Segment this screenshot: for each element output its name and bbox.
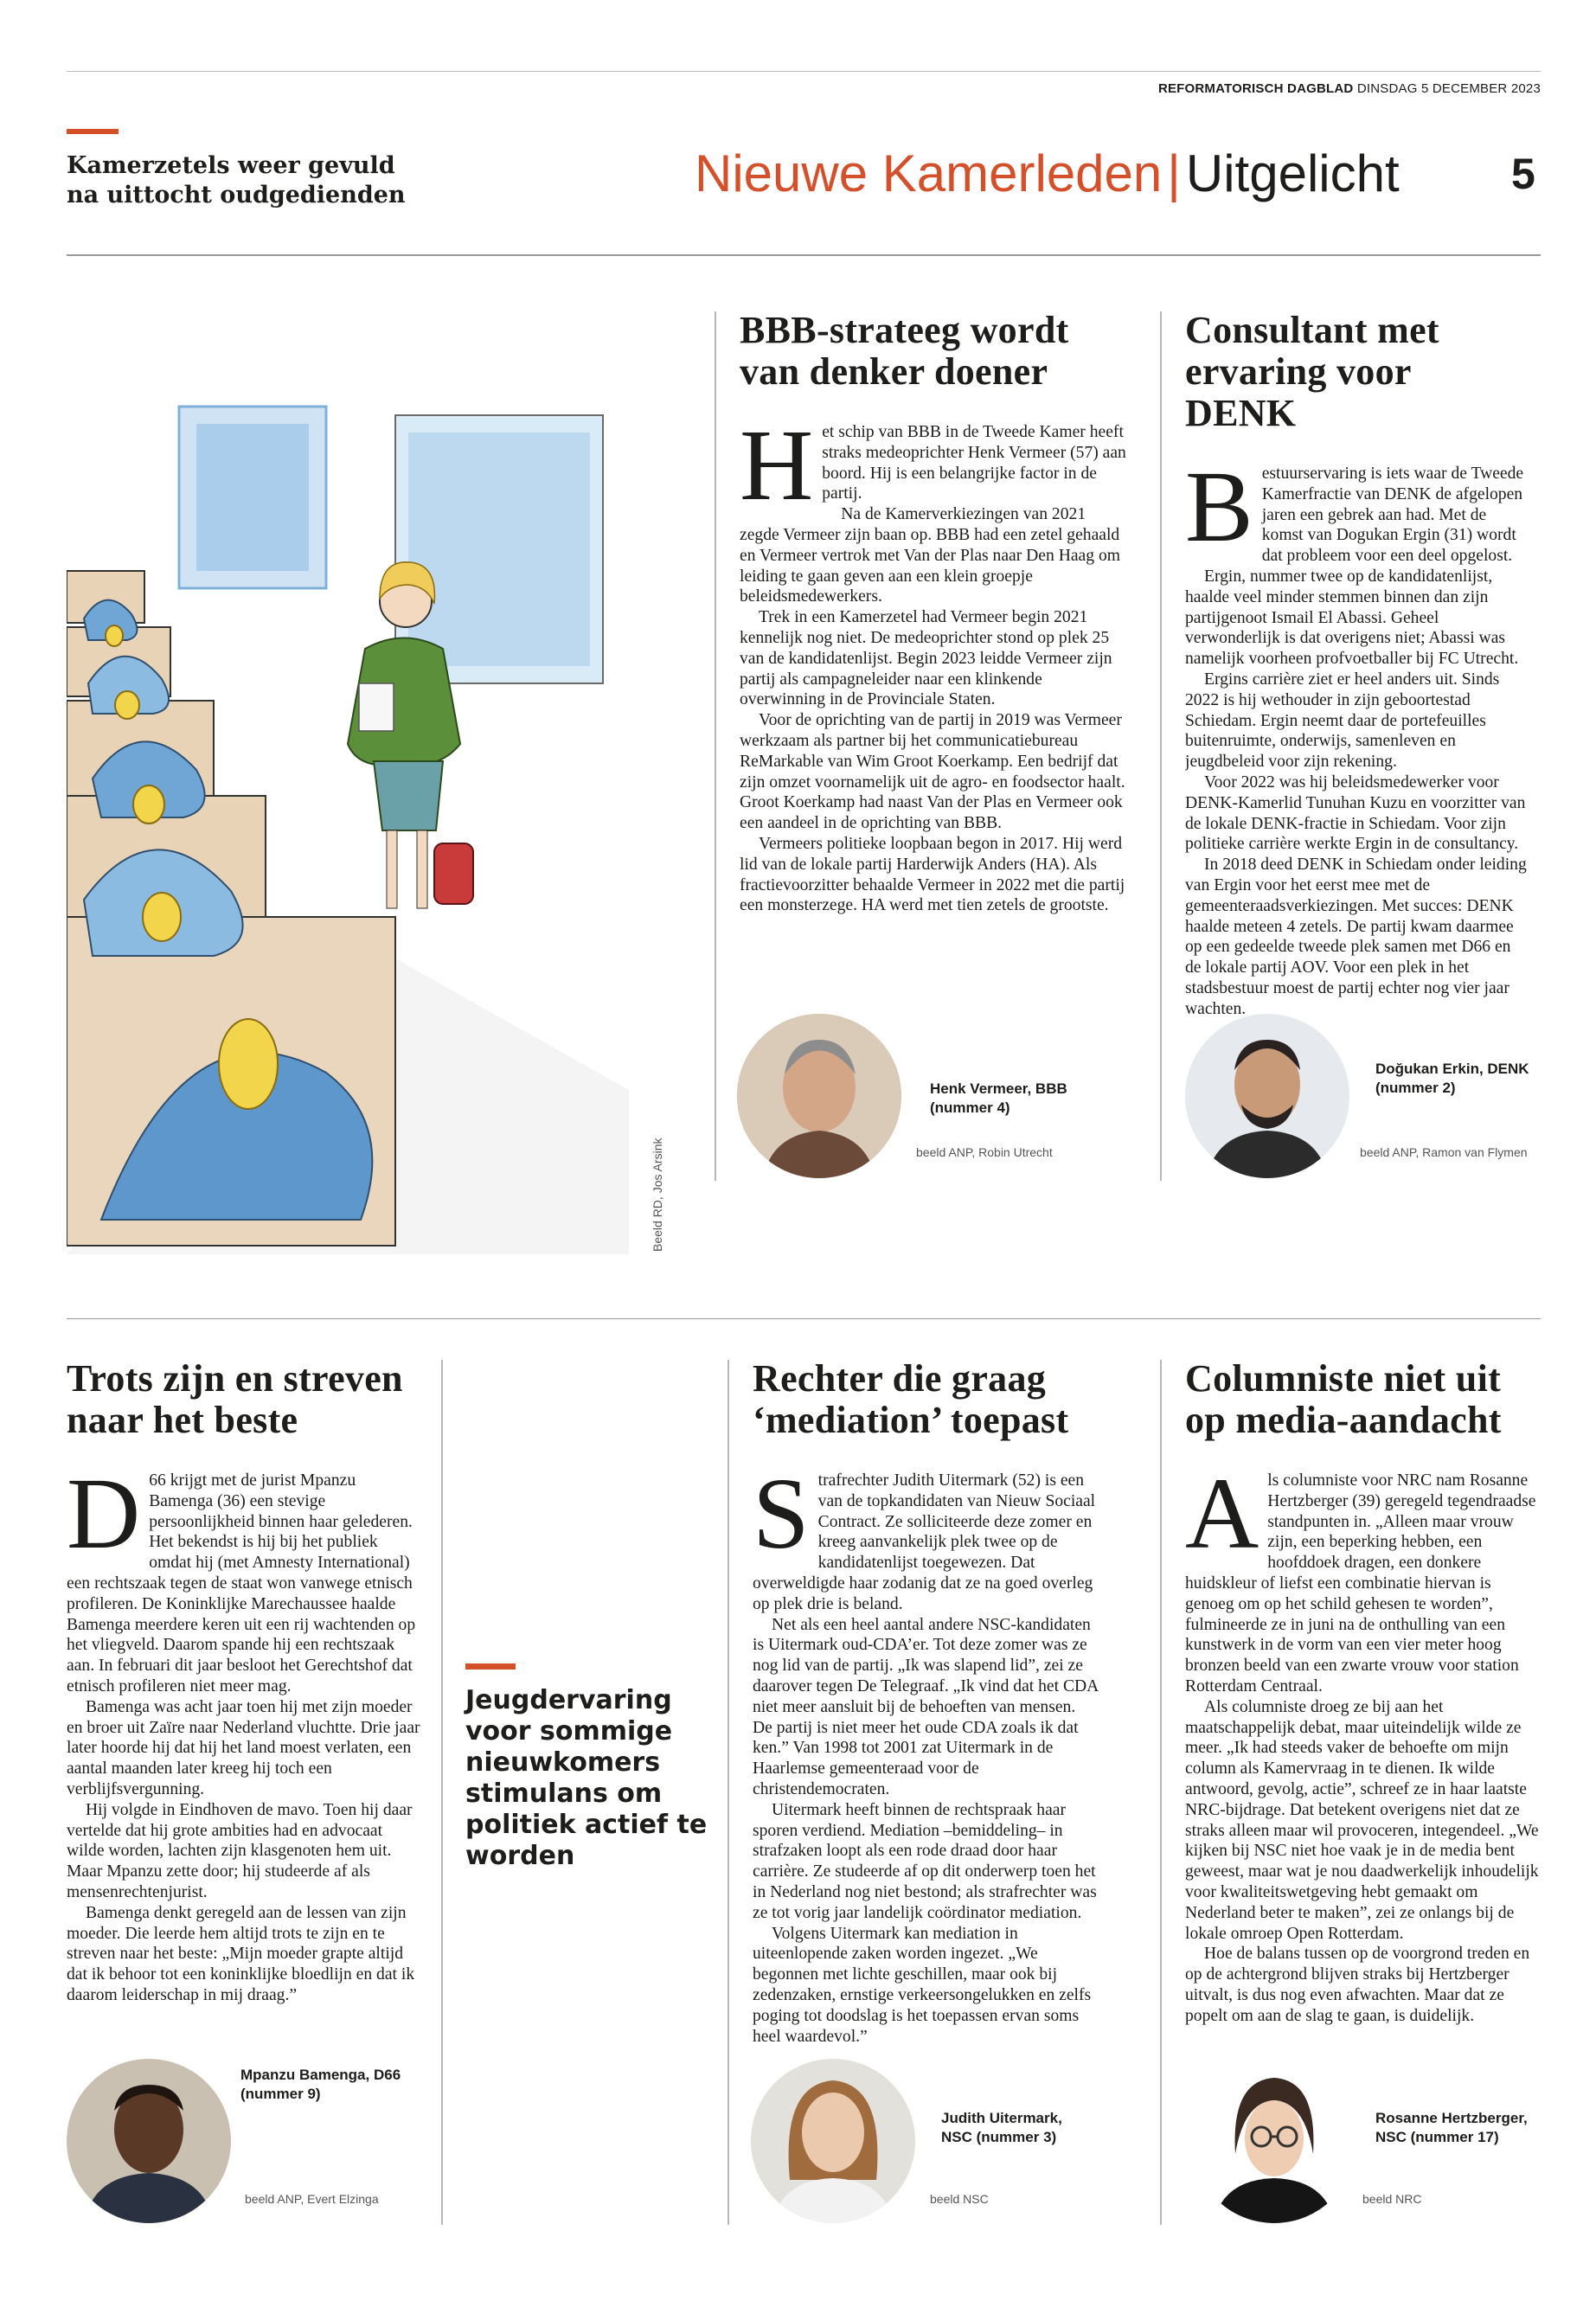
article-headline: BBB-strateeg wordt van denker doener — [740, 309, 1069, 393]
portrait-image — [751, 2059, 915, 2223]
column-rule — [715, 311, 716, 1181]
newspaper-name: REFORMATORISCH DAGBLAD — [1157, 81, 1354, 96]
drop-cap: A — [1185, 1471, 1259, 1570]
caption-name: Doğukan Erkin, DENK — [1375, 1061, 1529, 1077]
caption-name: Judith Uitermark, — [941, 2110, 1062, 2126]
paragraph: Ergins carrière ziet er heel anders uit. Sinds 2022 is hij wethouder in zijn geboortestad Schiedam. Ergin neemt daar de portefeuilles buitenruimte, onderwijs, samenleven en jeugdbeleid voor zijn rekening. — [1185, 670, 1500, 772]
photo-caption — [941, 2109, 1062, 2147]
paragraph: Trek in een Kamerzetel had Vermeer begin 2021 kennelijk nog niet. De medeoprichter stond op plek 25 van de kandidatenlijst. Begin 2023 leidde Vermeer zijn partij als campagneleider naar een klinkende overwinning in de Provinciale Staten. — [740, 608, 1112, 709]
portrait-image — [737, 1014, 901, 1178]
article-denk — [1185, 310, 1527, 1086]
quote-bar — [465, 1663, 516, 1670]
article-d66 — [67, 1358, 421, 2067]
drop-cap: H — [740, 422, 814, 522]
photo-credit: beeld NRC — [1362, 2192, 1422, 2206]
caption-name: Mpanzu Bamenga, D66 — [240, 2067, 401, 2083]
section-sub: Uitgelicht — [1185, 144, 1400, 202]
photo-caption — [1375, 1060, 1529, 1098]
article-bbb — [740, 310, 1129, 1054]
caption-name: Rosanne Hertzberger, — [1375, 2110, 1528, 2126]
column-rule — [1160, 1360, 1162, 2225]
photo-credit: beeld ANP, Ramon van Flymen — [1360, 1145, 1528, 1159]
photo-credit: beeld ANP, Evert Elzinga — [245, 2192, 379, 2206]
dateline — [1158, 81, 1541, 96]
article-headline: Columniste niet uit op media-aandacht — [1185, 1357, 1502, 1441]
article-headline: Consultant met ervaring voor DENK — [1185, 309, 1439, 434]
illustration-drawing — [67, 398, 629, 1254]
paragraph: Voor de oprichting van de partij in 2019 was Vermeer werkzaam als partner bij het communicatiebureau ReMarkable van Wim Groot Koerkamp. Een bedrijf dat zijn omzet voornamelijk uit de agro- en foodsector haalt. Groot Koerkamp had naast Van der Plas en Vermeer ook een aandeel in de oprichting van BBB. — [740, 711, 1125, 833]
edition-date: DINSDAG 5 DECEMBER 2023 — [1356, 81, 1541, 96]
paragraph: In 2018 deed DENK in Schiedam onder leiding van Ergin voor het eerst mee met de gemeenteraadsverkiezingen. Met succes: DENK haalde meteen 4 zetels. De partij kwam daarmee op een gedeelde tweede plek samen met D66 en de lokale partij AOV. Voor een plek in het stadsbestuur moest de partij echter nog vier jaar wachten. — [1185, 856, 1527, 1018]
drop-cap: S — [753, 1471, 810, 1570]
paragraph: 66 krijgt met de jurist Mpanzu Bamenga (36) een stevige persoonlijkheid binnen haar gelederen. Het bekendst is hij bij het publiek omdat hij (met Amnesty International) een rechtszaak tegen de staat won vanwege etnisch profileren. De Koninklijke Marechaussee haalde Bamenga meerdere keren uit een rij wachtenden op het vliegveld. Daarom spande hij een rechtszaak aan. In februari dit jaar besloot het Gerechtshof dat etnisch profileren niet meer mag. — [67, 1471, 416, 1695]
drop-cap: B — [1185, 464, 1253, 563]
paragraph: Hij volgde in Eindhoven de mavo. Toen hij daar vertelde dat hij grote ambities had en advocaat wilde worden, lachten zijn klasgenoten hem uit. Maar Mpanzu zette door; hij studeerde af als mensenrechtenjurist. — [67, 1800, 413, 1901]
portrait-ergin — [1185, 1014, 1349, 1178]
paragraph: estuurservaring is iets waar de Tweede Kamerfractie van DENK de afgelopen jaren een gebrek aan had. Met de komst van Dogukan Ergin (31) wordt dat probleem voor een deel opgelost. — [1261, 465, 1524, 566]
portrait-image — [1185, 1014, 1349, 1178]
paragraph: Hoe de balans tussen op de voorgrond treden en op de achtergrond blijven straks bij Hertzberger uitvalt, is dus nog even afwachten. Maar dat ze popelt om aan de slag te gaan, is duidelijk. — [1185, 1945, 1530, 2025]
paragraph: Volgens Uitermark kan mediation in uiteenlopende zaken worden ingezet. „We begonnen met lichte geschillen, maar ook bij zedenzaken, ernstige verkeersongelukken en zelfs poging tot doodslag is het toepassen ervan soms heel waardevol.” — [753, 1924, 1092, 2046]
caption-number: NSC (nummer 17) — [1375, 2129, 1499, 2145]
article-body — [67, 1471, 421, 2067]
illustration — [67, 398, 629, 1254]
column-rule — [441, 1360, 443, 2225]
caption-name: Henk Vermeer, BBB — [930, 1080, 1067, 1097]
article-headline: Trots zijn en streven naar het beste — [67, 1357, 403, 1441]
article-nsc-hertzberger — [1185, 1358, 1540, 2111]
portrait-image — [67, 2059, 231, 2223]
paragraph: Voor 2022 was hij beleidsmedewerker voor DENK-Kamerlid Tunuhan Kuzu en voorzitter van de lokale DENK-fractie in Schiedam. Voor zijn politieke carrière werkte Ergin in de consultancy. — [1185, 772, 1526, 854]
column-rule — [727, 1360, 729, 2225]
paragraph: et schip van BBB in de Tweede Kamer heeft straks medeoprichter Henk Vermeer (57) aan boord. Hij is een belangrijke factor in de partij. — [822, 423, 1126, 503]
paragraph: Uitermark heeft binnen de rechtspraak haar sporen verdiend. Mediation –bemiddeling– in strafzaken loopt als een rode draad door haar carrière. Ze studeerde af op dit onderwerp toen het in Nederland nog niet bestond; als strafrechter was ze tot vorig jaar landelijk coördinator mediation. — [753, 1800, 1097, 1922]
photo-caption — [240, 2066, 401, 2104]
photo-credit: beeld NSC — [930, 2192, 989, 2206]
caption-number: (nummer 9) — [240, 2086, 321, 2102]
paragraph: Vermeers politieke loopbaan begon in 2017. Hij werd lid van de lokale partij Harderwijk Anders (HA). Als fractievoorzitter behaalde Vermeer in 2022 met die partij een monsterzege. HA werd met tien zetels de grootste. — [740, 834, 1125, 915]
middle-rule — [67, 1318, 1541, 1319]
portrait-vermeer — [737, 1014, 901, 1178]
article-body — [753, 1471, 1099, 2085]
section-title — [695, 144, 1400, 204]
pull-quote: Jeugdervaring voor sommige nieuwkomers stimulans om politiek actief te worden — [465, 1685, 708, 1871]
photo-caption — [930, 1080, 1067, 1118]
portrait-bamenga — [67, 2059, 231, 2223]
drop-cap: D — [67, 1471, 141, 1570]
portrait-uitermark — [751, 2059, 915, 2223]
caption-number: (nummer 4) — [930, 1099, 1010, 1116]
kicker-bar — [67, 129, 119, 134]
section-main: Nieuwe Kamerleden — [695, 144, 1163, 202]
article-nsc-uitermark — [753, 1358, 1099, 2085]
paragraph: Net als een heel aantal andere NSC-kandidaten is Uitermark oud-CDA’er. Tot deze zomer was ze nog lid van de partij. „Ik was slapend lid”, zei ze daarover tegen De Telegraaf. „Ik vind dat het CDA niet meer aansluit bij de behoeften van mensen. De partij is niet meer het oude CDA zoals ik dat ken.” Van 1998 tot 2001 zat Uitermark in de Haarlemse gemeenteraad voor de christendemocraten. — [753, 1615, 1099, 1798]
caption-number: NSC (nummer 3) — [941, 2129, 1057, 2145]
section-divider: | — [1167, 144, 1181, 202]
header-rule — [67, 254, 1541, 256]
article-headline: Rechter die graag ‘mediation’ toepast — [753, 1357, 1069, 1441]
article-body — [1185, 1471, 1540, 2111]
paragraph: Als columniste droeg ze bij aan het maatschappelijk debat, maar uiteindelijk wilde ze meer. „Ik had steeds vaker de behoefte om mijn column als Kamervraag in te dienen. Ik wilde antwoord, gevolg, actie”, schreef ze in haar laatste NRC-bijdrage. Dat betekent overigens niet dat ze straks alleen maar wil provoceren, integendeel. „We kijken bij NSC niet hoe vaak je in de media bent geweest, maar wat je nou daadwerkelijk inhoudelijk voor kwaliteitswetgeving hebt gemaakt om Nederland beter te maken”, zei ze onlangs bij de lokale omroep Open Rotterdam. — [1185, 1697, 1539, 1943]
paragraph: Bamenga denkt geregeld aan de lessen van zijn moeder. Die leerde hem altijd trots te zijn en te streven naar het beste: „Mijn moeder grapte altijd dat ik behoor tot een koninklijke bloedlijn en dat ik daarom leiderschap in mij draag.” — [67, 1903, 415, 2004]
paragraph: Bamenga was acht jaar toen hij met zijn moeder en broer uit Zaïre naar Nederland vluchtte. Drie jaar later hoorde hij dat hij het land moest verlaten, een aantal maanden later kreeg hij toch een verblijfsvergunning. — [67, 1697, 420, 1798]
page-number: 5 — [1511, 150, 1535, 198]
page-kicker: Kamerzetels weer gevuld na uittocht oudgedienden — [67, 152, 406, 208]
article-body — [740, 422, 1129, 1054]
portrait-image — [1192, 2059, 1356, 2223]
illustration-credit: Beeld RD, Jos Arsink — [651, 1138, 664, 1252]
paragraph: Na de Kamerverkiezingen van 2021 zegde Vermeer zijn baan op. BBB had een zetel gehaald en Vermeer vertrok met Van der Plas naar Den Haag om leiding te gaan geven aan een klein groepje beleidsmedewerkers. — [740, 505, 1120, 606]
caption-number: (nummer 2) — [1375, 1080, 1456, 1096]
top-rule — [67, 71, 1541, 72]
paragraph: Ergin, nummer twee op de kandidatenlijst, haalde veel minder stemmen binnen dan zijn partijgenoot Ismail El Abassi. Geheel verwonderlijk is dat overigens niet; Abassi was namelijk voorheen profvoetballer bij FC Utrecht. — [1185, 567, 1519, 669]
column-rule — [1160, 311, 1162, 1181]
photo-caption — [1375, 2109, 1528, 2147]
paragraph: ls columniste voor NRC nam Rosanne Hertzberger (39) geregeld tegendraadse standpunten in. „Alleen maar vrouw zijn, een beperking hebben, een hoofddoek dragen, een donkere huidskleur of liefst een combinatie hiervan is genoeg om op het schild gehesen te worden”, fulmineerde ze in juni na de onthulling van een kunstwerk in de vorm van een vier meter hoog bronzen beeld van een zwarte vrouw voor station Rotterdam Centraal. — [1185, 1471, 1536, 1695]
article-body — [1185, 464, 1527, 1086]
photo-credit: beeld ANP, Robin Utrecht — [916, 1145, 1053, 1159]
paragraph: trafrechter Judith Uitermark (52) is een van de topkandidaten van Nieuw Sociaal Contract. Ze solliciteerde deze zomer en kreeg aanvankelijk plek twee op de kandidatenlijst toegewezen. Dat overweldigde haar zodanig dat ze na goed overleg op plek drie is beland. — [753, 1471, 1096, 1613]
portrait-hertzberger — [1192, 2059, 1356, 2223]
